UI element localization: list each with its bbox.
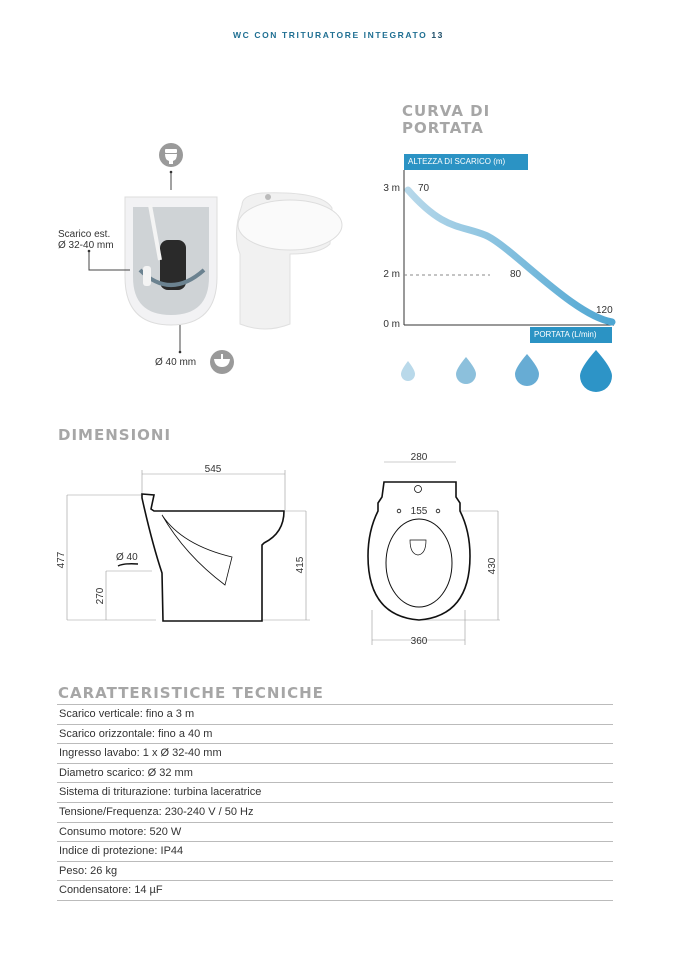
dim-height: 477 (56, 551, 67, 569)
spec-row: Sistema di triturazione: turbina laceratrice (57, 782, 613, 802)
dim-hole-spacing: 155 (410, 506, 428, 517)
bottom-outlet-label: Ø 40 mm (155, 357, 197, 368)
dim-length: 545 (204, 464, 222, 475)
page-number: 13 (431, 30, 444, 40)
header-title: WC CON TRITURATORE INTEGRATO (233, 30, 428, 40)
spec-row: Diametro scarico: Ø 32 mm (57, 763, 613, 783)
y-tick-0: 0 m (383, 319, 400, 330)
dim-outlet-diameter: Ø 40 (116, 552, 138, 563)
spec-row: Consumo motore: 520 W (57, 822, 613, 842)
point-label-120: 120 (596, 305, 613, 316)
spec-row: Ingresso lavabo: 1 x Ø 32-40 mm (57, 743, 613, 763)
side-outlet-label: Scarico est. (58, 229, 111, 240)
specs-table (57, 704, 613, 901)
dim-bowl-height: 415 (295, 556, 306, 574)
top-view-drawing (368, 482, 470, 620)
spec-row: Tensione/Frequenza: 230-240 V / 50 Hz (57, 802, 613, 822)
point-label-80: 80 (510, 269, 522, 280)
y-tick-3: 3 m (383, 183, 400, 194)
specs-title: CARATTERISTICHE TECNICHE (58, 684, 324, 702)
dimensions-title: DIMENSIONI (58, 426, 172, 444)
spec-row: Condensatore: 14 µF (57, 880, 613, 901)
side-view-drawing (142, 494, 284, 621)
spec-row: Scarico verticale: fino a 3 m (57, 704, 613, 724)
spec-row: Indice di protezione: IP44 (57, 841, 613, 861)
flow-curve-title-line2: PORTATA (402, 119, 484, 137)
spec-row: Peso: 26 kg (57, 861, 613, 881)
dim-outlet-height: 270 (95, 587, 106, 605)
dim-tank-width: 280 (410, 452, 428, 463)
y-axis-label: ALTEZZA DI SCARICO (m) (404, 154, 528, 170)
dim-width: 360 (410, 636, 428, 647)
point-label-70: 70 (418, 183, 430, 194)
dim-depth: 430 (487, 557, 498, 575)
flow-curve-title-line1: CURVA DI (402, 102, 491, 120)
y-tick-2: 2 m (383, 269, 400, 280)
spec-row: Scarico orizzontale: fino a 40 m (57, 724, 613, 744)
side-outlet-value: Ø 32-40 mm (58, 240, 114, 251)
x-axis-label: PORTATA (L/min) (530, 327, 612, 343)
outlet-arrow-icon (118, 564, 138, 566)
